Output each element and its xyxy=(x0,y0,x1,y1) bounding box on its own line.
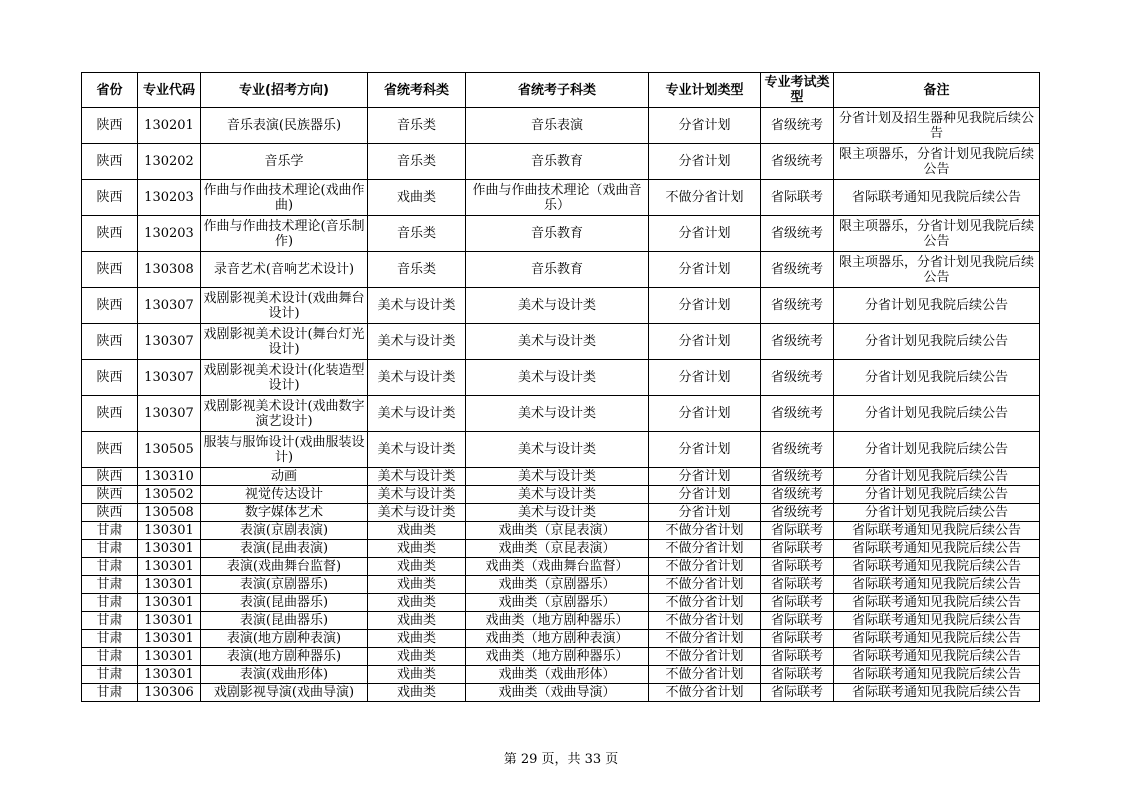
cell-exam-category: 戏曲类 xyxy=(368,612,466,630)
cell-exam-type: 省级统考 xyxy=(761,468,834,486)
table-row xyxy=(82,594,1040,612)
cell-province: 甘肃 xyxy=(82,576,138,594)
cell-exam-subcategory: 音乐教育 xyxy=(466,216,649,252)
col-header-plan-type: 专业计划类型 xyxy=(649,73,761,108)
cell-province: 甘肃 xyxy=(82,666,138,684)
col-header-exam-category: 省统考科类 xyxy=(368,73,466,108)
cell-major-code: 130502 xyxy=(138,486,201,504)
cell-exam-type: 省际联考 xyxy=(761,576,834,594)
cell-exam-subcategory: 作曲与作曲技术理论（戏曲音乐） xyxy=(466,180,649,216)
cell-exam-subcategory: 美术与设计类 xyxy=(466,324,649,360)
cell-province: 甘肃 xyxy=(82,684,138,702)
cell-exam-category: 美术与设计类 xyxy=(368,324,466,360)
cell-exam-type: 省际联考 xyxy=(761,648,834,666)
cell-exam-type: 省级统考 xyxy=(761,360,834,396)
cell-exam-subcategory: 戏曲类（戏曲形体） xyxy=(466,666,649,684)
table-row xyxy=(82,432,1040,468)
cell-exam-type: 省级统考 xyxy=(761,504,834,522)
cell-major: 表演(戏曲形体) xyxy=(201,666,368,684)
cell-major-code: 130203 xyxy=(138,216,201,252)
cell-notes: 分省计划及招生器种见我院后续公告 xyxy=(834,108,1040,144)
cell-exam-category: 美术与设计类 xyxy=(368,360,466,396)
cell-exam-type: 省级统考 xyxy=(761,108,834,144)
cell-province: 陕西 xyxy=(82,360,138,396)
cell-exam-type: 省际联考 xyxy=(761,612,834,630)
cell-major-code: 130301 xyxy=(138,540,201,558)
col-header-province: 省份 xyxy=(82,73,138,108)
table-row xyxy=(82,216,1040,252)
cell-province: 甘肃 xyxy=(82,522,138,540)
cell-exam-subcategory: 戏曲类（京剧器乐） xyxy=(466,576,649,594)
cell-major: 表演(戏曲舞台监督) xyxy=(201,558,368,576)
table-row xyxy=(82,324,1040,360)
cell-province: 陕西 xyxy=(82,216,138,252)
cell-province: 陕西 xyxy=(82,180,138,216)
cell-exam-subcategory: 音乐表演 xyxy=(466,108,649,144)
cell-major-code: 130301 xyxy=(138,666,201,684)
cell-major: 录音艺术(音响艺术设计) xyxy=(201,252,368,288)
cell-province: 甘肃 xyxy=(82,540,138,558)
cell-notes: 省际联考通知见我院后续公告 xyxy=(834,540,1040,558)
table-row xyxy=(82,648,1040,666)
cell-exam-category: 戏曲类 xyxy=(368,666,466,684)
cell-exam-subcategory: 美术与设计类 xyxy=(466,288,649,324)
cell-exam-category: 戏曲类 xyxy=(368,576,466,594)
cell-exam-subcategory: 音乐教育 xyxy=(466,144,649,180)
cell-exam-category: 戏曲类 xyxy=(368,180,466,216)
cell-exam-type: 省级统考 xyxy=(761,324,834,360)
cell-notes: 省际联考通知见我院后续公告 xyxy=(834,612,1040,630)
cell-notes: 限主项器乐，分省计划见我院后续公告 xyxy=(834,144,1040,180)
cell-exam-type: 省级统考 xyxy=(761,216,834,252)
cell-province: 甘肃 xyxy=(82,648,138,666)
cell-major-code: 130301 xyxy=(138,630,201,648)
table-row xyxy=(82,612,1040,630)
cell-major-code: 130301 xyxy=(138,522,201,540)
cell-exam-type: 省级统考 xyxy=(761,288,834,324)
cell-exam-type: 省际联考 xyxy=(761,666,834,684)
cell-exam-type: 省级统考 xyxy=(761,432,834,468)
cell-exam-category: 美术与设计类 xyxy=(368,432,466,468)
cell-major-code: 130201 xyxy=(138,108,201,144)
cell-exam-type: 省际联考 xyxy=(761,540,834,558)
cell-exam-subcategory: 戏曲类（地方剧种表演） xyxy=(466,630,649,648)
cell-exam-type: 省级统考 xyxy=(761,252,834,288)
cell-major-code: 130301 xyxy=(138,576,201,594)
table-row xyxy=(82,540,1040,558)
cell-plan-type: 分省计划 xyxy=(649,432,761,468)
admissions-table xyxy=(81,72,1040,702)
page-number: 第 29 页，共 33 页 xyxy=(503,752,619,767)
cell-province: 陕西 xyxy=(82,252,138,288)
cell-major: 数字媒体艺术 xyxy=(201,504,368,522)
cell-exam-category: 音乐类 xyxy=(368,144,466,180)
cell-exam-category: 美术与设计类 xyxy=(368,486,466,504)
table-row xyxy=(82,108,1040,144)
cell-major-code: 130301 xyxy=(138,558,201,576)
cell-exam-subcategory: 戏曲类（京剧器乐） xyxy=(466,594,649,612)
cell-notes: 分省计划见我院后续公告 xyxy=(834,432,1040,468)
cell-exam-subcategory: 戏曲类（戏曲舞台监督） xyxy=(466,558,649,576)
table-row xyxy=(82,396,1040,432)
cell-major: 戏剧影视美术设计(戏曲数字演艺设计) xyxy=(201,396,368,432)
cell-notes: 限主项器乐，分省计划见我院后续公告 xyxy=(834,252,1040,288)
cell-exam-category: 戏曲类 xyxy=(368,558,466,576)
cell-major-code: 130307 xyxy=(138,288,201,324)
table-row xyxy=(82,558,1040,576)
cell-exam-subcategory: 戏曲类（地方剧种器乐） xyxy=(466,648,649,666)
cell-province: 陕西 xyxy=(82,288,138,324)
cell-plan-type: 分省计划 xyxy=(649,360,761,396)
cell-province: 甘肃 xyxy=(82,612,138,630)
cell-major: 戏剧影视美术设计(舞台灯光设计) xyxy=(201,324,368,360)
cell-major: 表演(地方剧种器乐) xyxy=(201,648,368,666)
cell-exam-category: 戏曲类 xyxy=(368,684,466,702)
cell-exam-subcategory: 音乐教育 xyxy=(466,252,649,288)
cell-plan-type: 不做分省计划 xyxy=(649,648,761,666)
cell-exam-type: 省际联考 xyxy=(761,180,834,216)
cell-plan-type: 不做分省计划 xyxy=(649,594,761,612)
cell-plan-type: 分省计划 xyxy=(649,108,761,144)
cell-plan-type: 不做分省计划 xyxy=(649,522,761,540)
cell-exam-type: 省级统考 xyxy=(761,396,834,432)
cell-province: 陕西 xyxy=(82,432,138,468)
cell-notes: 省际联考通知见我院后续公告 xyxy=(834,576,1040,594)
cell-province: 甘肃 xyxy=(82,558,138,576)
cell-major: 戏剧影视导演(戏曲导演) xyxy=(201,684,368,702)
table-row xyxy=(82,180,1040,216)
cell-province: 陕西 xyxy=(82,108,138,144)
cell-exam-subcategory: 美术与设计类 xyxy=(466,504,649,522)
table-row xyxy=(82,468,1040,486)
col-header-major-code: 专业代码 xyxy=(138,73,201,108)
cell-notes: 分省计划见我院后续公告 xyxy=(834,504,1040,522)
cell-exam-subcategory: 美术与设计类 xyxy=(466,468,649,486)
cell-province: 陕西 xyxy=(82,486,138,504)
cell-exam-type: 省级统考 xyxy=(761,144,834,180)
cell-major: 表演(昆曲器乐) xyxy=(201,594,368,612)
cell-major-code: 130301 xyxy=(138,612,201,630)
cell-major-code: 130203 xyxy=(138,180,201,216)
cell-province: 陕西 xyxy=(82,396,138,432)
cell-province: 陕西 xyxy=(82,468,138,486)
cell-major: 音乐表演(民族器乐) xyxy=(201,108,368,144)
cell-province: 陕西 xyxy=(82,324,138,360)
cell-exam-subcategory: 美术与设计类 xyxy=(466,486,649,504)
cell-major: 视觉传达设计 xyxy=(201,486,368,504)
cell-major: 服装与服饰设计(戏曲服装设计) xyxy=(201,432,368,468)
cell-plan-type: 不做分省计划 xyxy=(649,684,761,702)
cell-plan-type: 不做分省计划 xyxy=(649,540,761,558)
col-header-exam-type: 专业考试类型 xyxy=(761,73,834,108)
cell-notes: 省际联考通知见我院后续公告 xyxy=(834,594,1040,612)
cell-plan-type: 不做分省计划 xyxy=(649,558,761,576)
cell-major-code: 130307 xyxy=(138,324,201,360)
cell-exam-subcategory: 美术与设计类 xyxy=(466,396,649,432)
cell-major-code: 130301 xyxy=(138,648,201,666)
cell-exam-subcategory: 戏曲类（京昆表演） xyxy=(466,522,649,540)
cell-major: 戏剧影视美术设计(化装造型设计) xyxy=(201,360,368,396)
cell-major-code: 130307 xyxy=(138,360,201,396)
cell-plan-type: 分省计划 xyxy=(649,144,761,180)
table-row xyxy=(82,486,1040,504)
cell-exam-subcategory: 戏曲类（地方剧种器乐） xyxy=(466,612,649,630)
cell-exam-category: 戏曲类 xyxy=(368,594,466,612)
cell-exam-type: 省际联考 xyxy=(761,558,834,576)
cell-major: 动画 xyxy=(201,468,368,486)
cell-major: 表演(京剧表演) xyxy=(201,522,368,540)
cell-notes: 省际联考通知见我院后续公告 xyxy=(834,558,1040,576)
cell-exam-category: 美术与设计类 xyxy=(368,504,466,522)
table-row xyxy=(82,666,1040,684)
cell-major: 表演(京剧器乐) xyxy=(201,576,368,594)
cell-exam-type: 省际联考 xyxy=(761,594,834,612)
cell-major-code: 130307 xyxy=(138,396,201,432)
cell-notes: 分省计划见我院后续公告 xyxy=(834,288,1040,324)
table-row xyxy=(82,144,1040,180)
cell-major-code: 130306 xyxy=(138,684,201,702)
cell-exam-category: 音乐类 xyxy=(368,216,466,252)
cell-notes: 省际联考通知见我院后续公告 xyxy=(834,630,1040,648)
cell-major: 表演(地方剧种表演) xyxy=(201,630,368,648)
cell-major-code: 130301 xyxy=(138,594,201,612)
table-row xyxy=(82,522,1040,540)
table-row xyxy=(82,504,1040,522)
cell-plan-type: 分省计划 xyxy=(649,324,761,360)
cell-exam-type: 省际联考 xyxy=(761,684,834,702)
cell-major: 表演(昆曲器乐) xyxy=(201,612,368,630)
cell-notes: 省际联考通知见我院后续公告 xyxy=(834,648,1040,666)
cell-exam-category: 戏曲类 xyxy=(368,540,466,558)
cell-major-code: 130508 xyxy=(138,504,201,522)
cell-notes: 分省计划见我院后续公告 xyxy=(834,486,1040,504)
cell-plan-type: 分省计划 xyxy=(649,252,761,288)
cell-exam-category: 戏曲类 xyxy=(368,630,466,648)
cell-major-code: 130310 xyxy=(138,468,201,486)
cell-notes: 分省计划见我院后续公告 xyxy=(834,396,1040,432)
cell-major-code: 130505 xyxy=(138,432,201,468)
cell-notes: 省际联考通知见我院后续公告 xyxy=(834,180,1040,216)
table-body xyxy=(82,108,1040,702)
table-row xyxy=(82,252,1040,288)
cell-major: 作曲与作曲技术理论(戏曲作曲) xyxy=(201,180,368,216)
cell-notes: 省际联考通知见我院后续公告 xyxy=(834,522,1040,540)
table-row xyxy=(82,576,1040,594)
cell-major: 作曲与作曲技术理论(音乐制作) xyxy=(201,216,368,252)
cell-province: 甘肃 xyxy=(82,594,138,612)
cell-exam-category: 戏曲类 xyxy=(368,522,466,540)
cell-plan-type: 分省计划 xyxy=(649,486,761,504)
col-header-exam-subcategory: 省统考子科类 xyxy=(466,73,649,108)
cell-plan-type: 分省计划 xyxy=(649,216,761,252)
cell-exam-type: 省级统考 xyxy=(761,486,834,504)
cell-exam-subcategory: 戏曲类（戏曲导演） xyxy=(466,684,649,702)
cell-notes: 限主项器乐，分省计划见我院后续公告 xyxy=(834,216,1040,252)
table-row xyxy=(82,360,1040,396)
cell-plan-type: 不做分省计划 xyxy=(649,630,761,648)
cell-plan-type: 分省计划 xyxy=(649,468,761,486)
cell-plan-type: 不做分省计划 xyxy=(649,180,761,216)
cell-exam-category: 音乐类 xyxy=(368,252,466,288)
cell-province: 甘肃 xyxy=(82,630,138,648)
cell-plan-type: 分省计划 xyxy=(649,396,761,432)
cell-major: 戏剧影视美术设计(戏曲舞台设计) xyxy=(201,288,368,324)
table-row xyxy=(82,288,1040,324)
cell-notes: 分省计划见我院后续公告 xyxy=(834,468,1040,486)
cell-notes: 省际联考通知见我院后续公告 xyxy=(834,684,1040,702)
cell-province: 陕西 xyxy=(82,144,138,180)
table-row xyxy=(82,684,1040,702)
cell-major: 音乐学 xyxy=(201,144,368,180)
table-row xyxy=(82,630,1040,648)
col-header-major: 专业(招考方向) xyxy=(201,73,368,108)
cell-major: 表演(昆曲表演) xyxy=(201,540,368,558)
cell-exam-category: 美术与设计类 xyxy=(368,288,466,324)
cell-exam-subcategory: 戏曲类（京昆表演） xyxy=(466,540,649,558)
cell-exam-type: 省际联考 xyxy=(761,630,834,648)
header-row xyxy=(82,73,1040,108)
cell-notes: 省际联考通知见我院后续公告 xyxy=(834,666,1040,684)
cell-notes: 分省计划见我院后续公告 xyxy=(834,324,1040,360)
cell-plan-type: 分省计划 xyxy=(649,504,761,522)
cell-exam-type: 省际联考 xyxy=(761,522,834,540)
cell-plan-type: 不做分省计划 xyxy=(649,576,761,594)
col-header-notes: 备注 xyxy=(834,73,1040,108)
cell-exam-category: 音乐类 xyxy=(368,108,466,144)
cell-notes: 分省计划见我院后续公告 xyxy=(834,360,1040,396)
cell-major-code: 130202 xyxy=(138,144,201,180)
cell-plan-type: 不做分省计划 xyxy=(649,612,761,630)
cell-exam-category: 美术与设计类 xyxy=(368,468,466,486)
cell-exam-category: 美术与设计类 xyxy=(368,396,466,432)
cell-plan-type: 不做分省计划 xyxy=(649,666,761,684)
cell-province: 陕西 xyxy=(82,504,138,522)
cell-exam-subcategory: 美术与设计类 xyxy=(466,432,649,468)
cell-exam-category: 戏曲类 xyxy=(368,648,466,666)
cell-major-code: 130308 xyxy=(138,252,201,288)
cell-exam-subcategory: 美术与设计类 xyxy=(466,360,649,396)
cell-plan-type: 分省计划 xyxy=(649,288,761,324)
